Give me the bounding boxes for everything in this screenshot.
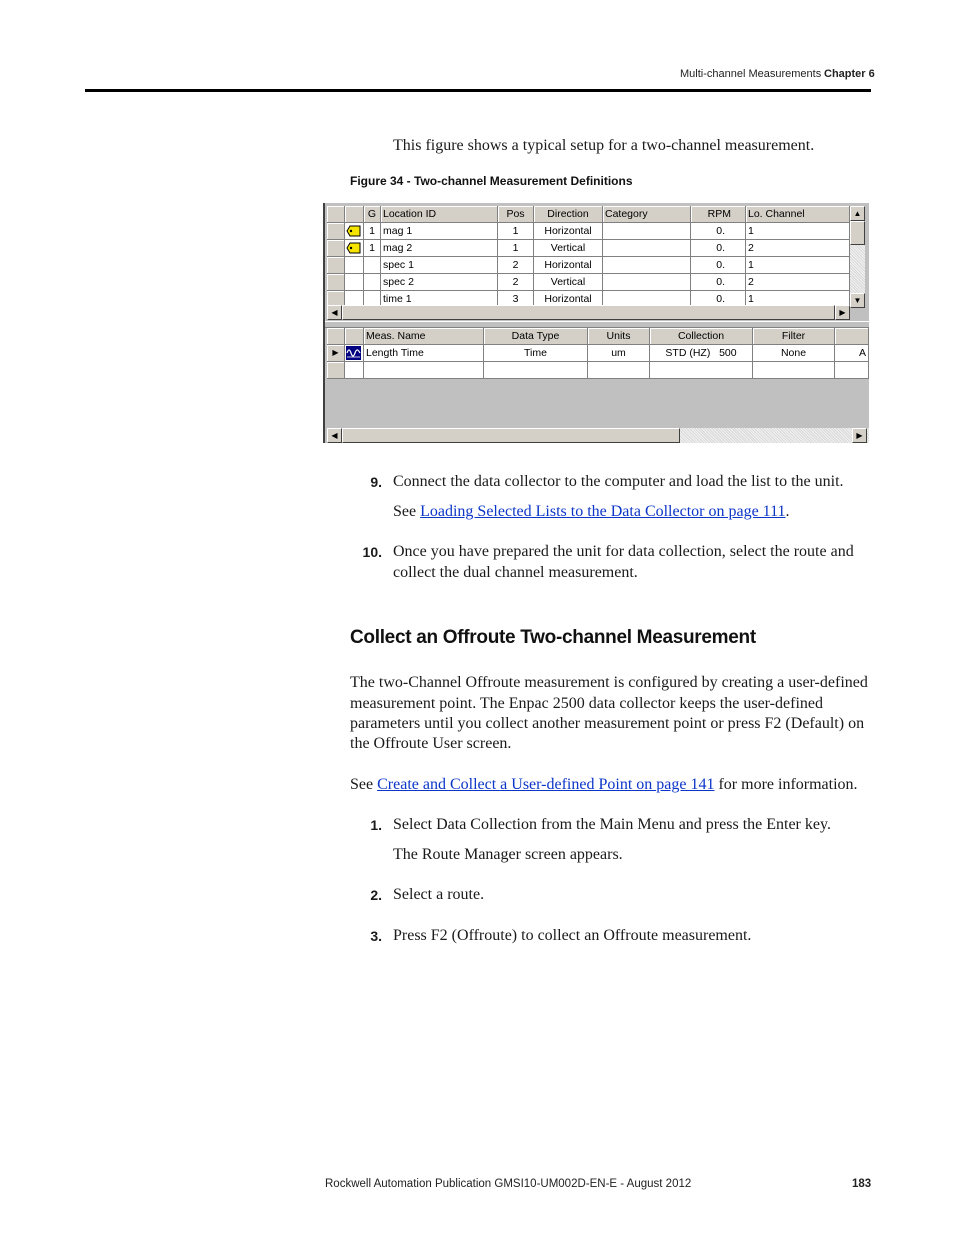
step-text: Select Data Collection from the Main Menu and press the Enter key. [393,816,831,833]
points-cell-pos[interactable]: 3 [498,291,534,308]
points-cell-g[interactable]: 1 [364,240,381,257]
col-pos[interactable]: Pos [498,206,534,223]
points-cell-rpm[interactable]: 0. [691,257,746,274]
points-cell-direction[interactable]: Vertical [534,274,603,291]
points-cell-lo-channel[interactable]: 2 [746,240,850,257]
col-meas-name[interactable]: Meas. Name [364,328,484,345]
row-header[interactable] [327,257,345,274]
points-cell-location[interactable]: time 1 [381,291,498,308]
measurements-grid [327,328,869,379]
step-number: 9. [370,474,382,490]
points-hscroll[interactable] [327,305,850,320]
units-cell[interactable]: um [588,345,650,362]
running-header-chapter: Chapter 6 [824,68,875,80]
points-cell-location[interactable]: spec 1 [381,257,498,274]
hscroll-thumb[interactable] [342,428,680,443]
header-rule [85,89,871,92]
points-cell-category[interactable] [603,274,691,291]
points-cell-category[interactable] [603,257,691,274]
col-data-type[interactable]: Data Type [484,328,588,345]
group-tag-icon [345,240,364,257]
hscroll-thumb[interactable] [342,305,835,320]
col-filter[interactable]: Filter [753,328,835,345]
step-number: 1. [370,817,382,833]
scroll-right-icon[interactable]: ▶ [835,305,850,320]
scroll-thumb[interactable] [850,221,865,245]
points-cell-lo-channel[interactable]: 2 [746,274,850,291]
row-header[interactable] [327,223,345,240]
step-text: Connect the data collector to the computer and load the list to the unit. [393,473,844,490]
points-cell-location[interactable]: mag 2 [381,240,498,257]
paragraph-line: The two-Channel Offroute measurement is configured by creating a user-defined [350,674,868,691]
points-grid [327,206,850,308]
step-number: 3. [370,928,382,944]
figure-screenshot [323,203,869,443]
points-vscroll[interactable] [850,206,865,308]
row-header[interactable] [327,274,345,291]
step-note: The Route Manager screen appears. [393,846,623,863]
points-cell-rpm[interactable]: 0. [691,223,746,240]
points-cell-category[interactable] [603,223,691,240]
points-cell-category[interactable] [603,240,691,257]
scroll-right-icon[interactable]: ▶ [852,428,867,443]
step-text-cont: collect the dual channel measurement. [393,564,638,581]
scroll-left-icon[interactable]: ◀ [327,428,342,443]
col-g[interactable]: G [364,206,381,223]
points-cell-pos[interactable]: 2 [498,257,534,274]
link-loading-lists[interactable]: Loading Selected Lists to the Data Collector on page 111 [420,503,786,520]
points-cell-rpm[interactable]: 0. [691,291,746,308]
group-tag-icon [345,223,364,240]
points-cell-direction[interactable]: Vertical [534,240,603,257]
footer-publication: Rockwell Automation Publication GMSI10-UM002D-EN-E - August 2012 [325,1178,692,1190]
step-text: Once you have prepared the unit for data collection, select the route and [393,543,854,560]
group-tag-icon [345,274,364,291]
col-collection[interactable]: Collection [650,328,753,345]
points-cell-lo-channel[interactable]: 1 [746,257,850,274]
truncated-cell: A [835,345,869,362]
col-direction[interactable]: Direction [534,206,603,223]
points-cell-pos[interactable]: 1 [498,240,534,257]
intro-text: This figure shows a typical setup for a two-channel measurement. [393,137,815,154]
col-location-id[interactable]: Location ID [381,206,498,223]
time-waveform-icon [345,345,364,362]
step-text: Press F2 (Offroute) to collect an Offroute measurement. [393,927,752,944]
points-cell-lo-channel[interactable]: 1 [746,223,850,240]
step-number: 2. [370,887,382,903]
data-type-cell[interactable]: Time [484,345,588,362]
points-cell-pos[interactable]: 2 [498,274,534,291]
meas-name-cell[interactable]: Length Time [364,345,484,362]
points-cell-rpm[interactable]: 0. [691,240,746,257]
points-cell-direction[interactable]: Horizontal [534,291,603,308]
points-cell-lo-channel[interactable]: 1 [746,291,850,308]
row-header[interactable] [327,240,345,257]
paragraph-line: parameters until you collect another measurement point or press F2 (Default) on [350,715,865,732]
points-cell-pos[interactable]: 1 [498,223,534,240]
pane-splitter[interactable] [325,321,869,328]
points-cell-g[interactable]: 1 [364,223,381,240]
col-units[interactable]: Units [588,328,650,345]
points-cell-g[interactable] [364,274,381,291]
col-rpm[interactable]: RPM [691,206,746,223]
step-number: 10. [362,544,382,560]
paragraph-line: measurement point. The Enpac 2500 data collector keeps the user-defined [350,695,823,712]
collection-cell[interactable]: STD (HZ) 500 [650,345,753,362]
col-lo-channel[interactable]: Lo. Channel [746,206,850,223]
points-cell-direction[interactable]: Horizontal [534,257,603,274]
points-cell-direction[interactable]: Horizontal [534,223,603,240]
see-line: See Create and Collect a User-defined Point on page 141 for more information. [350,776,858,793]
link-user-defined-point[interactable]: Create and Collect a User-defined Point on page 141 [377,776,715,793]
section-heading: Collect an Offroute Two-channel Measurement [350,627,756,648]
figure-caption: Figure 34 - Two-channel Measurement Definitions [350,174,633,188]
points-cell-rpm[interactable]: 0. [691,274,746,291]
scroll-down-icon[interactable]: ▼ [850,293,865,308]
points-cell-location[interactable]: spec 2 [381,274,498,291]
points-cell-location[interactable]: mag 1 [381,223,498,240]
measurements-hscroll[interactable] [327,428,869,443]
scroll-up-icon[interactable]: ▲ [850,206,865,221]
page-number: 183 [852,1178,872,1190]
see-reference: See Loading Selected Lists to the Data Collector on page 111. [393,503,790,520]
col-category[interactable]: Category [603,206,691,223]
scroll-left-icon[interactable]: ◀ [327,305,342,320]
filter-cell[interactable]: None [753,345,835,362]
step-text: Select a route. [393,886,485,903]
group-tag-icon [345,257,364,274]
paragraph-line: the Offroute User screen. [350,735,512,752]
points-cell-g[interactable] [364,257,381,274]
running-header-section: Multi-channel Measurements [680,68,822,80]
row-selector-icon[interactable]: ▶ [327,345,345,362]
